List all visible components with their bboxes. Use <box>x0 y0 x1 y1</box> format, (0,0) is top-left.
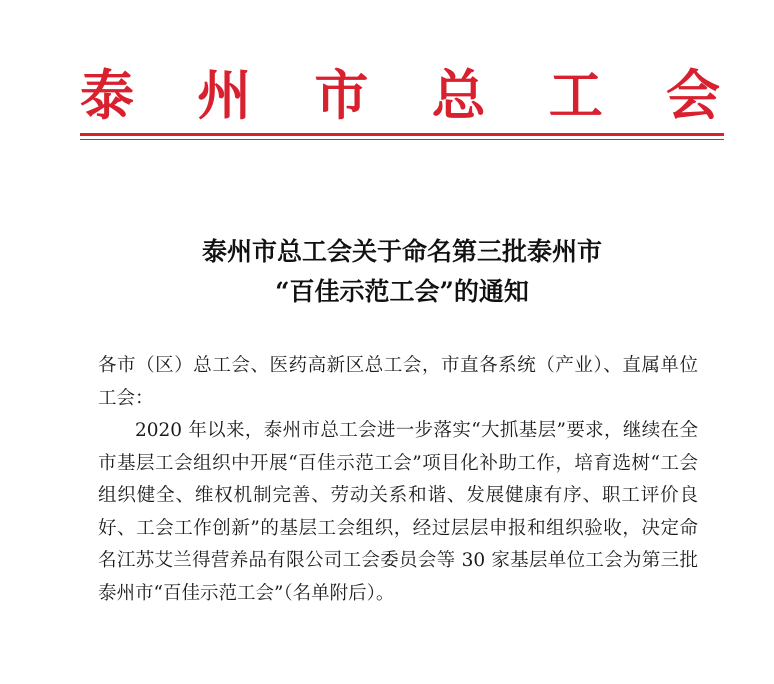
letterhead-char: 市 <box>314 63 369 127</box>
letterhead-divider-thin <box>80 139 724 140</box>
letterhead-divider-thick <box>80 133 724 136</box>
letterhead-char: 工 <box>548 63 603 127</box>
document-body <box>98 350 698 610</box>
salutation: 各市（区）总工会、医药高新区总工会，市直各系统（产业）、直属单位工会： <box>98 355 698 409</box>
body-paragraph: 2020 年以来，泰州市总工会进一步落实“大抓基层”要求，继续在全市基层工会组织中开展“百佳示范工会”项目化补助工作，培育选树“工会组织健全、维权机制完善、劳动关系和谐、发展健康有序、职工评价良好、工会工作创新”的基层工会组织，经过层层申报和组织验收，决定命名江苏艾兰得营养品有限公司工会委员会等 30 家基层单位工会为第三批泰州市“百佳示范工会”（名单附后）。 <box>98 420 698 604</box>
letterhead-char: 总 <box>431 63 486 127</box>
letterhead-char: 会 <box>665 63 720 127</box>
letterhead-char: 泰 <box>80 63 134 127</box>
title-line-1: 泰州市总工会关于命名第三批泰州市 <box>201 237 602 266</box>
title-line-2: “百佳示范工会”的通知 <box>275 277 529 306</box>
document-title <box>80 232 724 312</box>
letterhead <box>80 60 720 130</box>
letterhead-char: 州 <box>197 63 252 127</box>
